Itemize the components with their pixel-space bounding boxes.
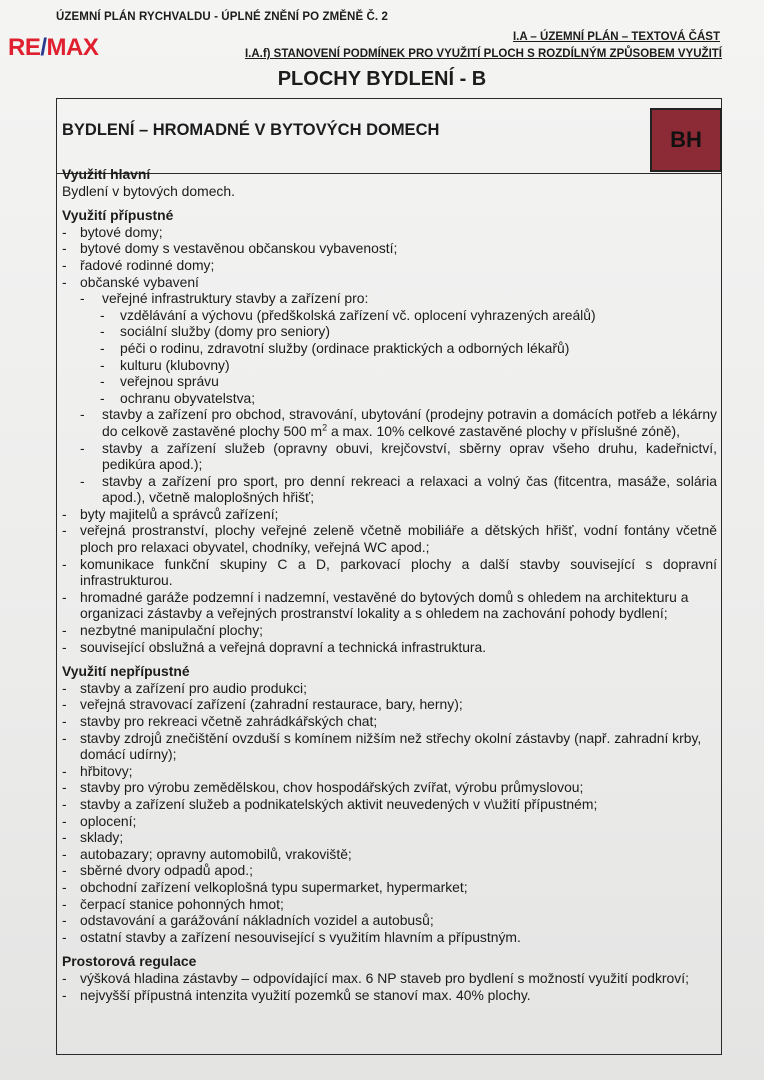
shops-sup: 2 (322, 422, 328, 433)
list-item: - občanské vybavení (62, 274, 717, 291)
list-item: - výšková hladina zástavby – odpovídající max. 6 NP staveb pro bydlení s možností využití podkroví; (62, 970, 717, 987)
list-item: - ostatní stavby a zařízení nesouvisející s využitím hlavním a přípustným. (62, 929, 717, 946)
list-item: - stavby a zařízení služeb (opravny obuvi, krejčovství, sběrny oprav všeho druhu, kadeřnictví, pedikúra apod.); (80, 440, 717, 473)
section-heading-spatial: Prostorová regulace (62, 953, 197, 970)
list-item: - autobazary; opravny automobilů, vrakoviště; (62, 846, 717, 863)
list-item: - veřejnou správu (100, 373, 717, 390)
list-item: - nezbytné manipulační plochy; (62, 622, 717, 639)
list-item: - ochranu obyvatelstva; (100, 390, 717, 407)
list-item: - bytové domy; (62, 224, 717, 241)
chapter-label: I.A.f) STANOVENÍ PODMÍNEK PRO VYUŽITÍ PLOCH S ROZDÍLNÝM ZPŮSOBEM VYUŽITÍ (244, 48, 722, 60)
list-item: - veřejná prostranství, plochy veřejné zeleně včetně mobiliáře a dětských hřišť, vodní fontány včetně ploch pro relaxaci obyvatel, chodníky, veřejná WC apod.; (62, 522, 717, 555)
list-item: - související obslužná a veřejná dopravní a technická infrastruktura. (62, 639, 717, 656)
list-item: - nejvyšší přípustná intenzita využití pozemků se stanoví max. 40% plochy. (62, 987, 717, 1004)
list-item: - stavby pro rekreaci včetně zahrádkářských chat; (62, 713, 717, 730)
list-item: - stavby zdrojů znečištění ovzduší s komínem nižším než střechy okolní zástavby (např. zahradní krby, domácí udírny); (62, 730, 717, 763)
list-item: - veřejné infrastruktury stavby a zařízení pro: (80, 290, 717, 307)
list-item (80, 406, 717, 439)
shops-text-b: a max. 10% celkové zastavěné plochy v příslušné zóně), (327, 422, 680, 439)
list-item: - řadové rodinné domy; (62, 257, 717, 274)
section-heading-permitted: Využití přípustné (62, 207, 174, 224)
remax-logo: RE/MAX (8, 34, 99, 61)
zone-code-badge (650, 108, 722, 172)
shops-text-a: stavby a zařízení pro obchod, stravování, ubytování (prodejny potravin a domácích potřeb a lékárny do celkově zastavěné plochy 500 m (102, 406, 717, 439)
list-item: - stavby a zařízení pro audio produkci; (62, 680, 717, 697)
zone-subtitle: BYDLENÍ – HROMADNÉ V BYTOVÝCH DOMECH (62, 121, 440, 139)
list-item: - sklady; (62, 829, 717, 846)
page-title: PLOCHY BYDLENÍ - B (277, 68, 487, 90)
list-item: - čerpací stanice pohonných hmot; (62, 896, 717, 913)
section-heading-prohibited: Využití nepřípustné (62, 663, 190, 680)
list-item: - péči o rodinu, zdravotní služby (ordinace praktických a odborných lékařů) (100, 340, 717, 357)
main-use-text: Bydlení v bytových domech. (62, 182, 235, 199)
list-item: - vzdělávání a výchovu (předškolská zařízení vč. oplocení vyhrazených areálů) (100, 307, 717, 324)
list-item: - stavby a zařízení služeb a podnikatelských aktivit neuvedených v v\užití přípustném; (62, 796, 717, 813)
list-item: - komunikace funkční skupiny C a D, parkovací plochy a další stavby související s dopravní infrastrukturou. (62, 556, 717, 589)
part-label: I.A – ÚZEMNÍ PLÁN – TEXTOVÁ ČÁST (512, 31, 720, 43)
list-item: - hřbitovy; (62, 763, 717, 780)
list-item: - sociální služby (domy pro seniory) (100, 323, 717, 340)
list-item: - veřejná stravovací zařízení (zahradní restaurace, bary, herny); (62, 696, 717, 713)
list-item: - byty majitelů a správců zařízení; (62, 506, 717, 523)
list-item: - hromadné garáže podzemní i nadzemní, vestavěné do bytových domů s ohledem na architekturu a organizaci zástavby a veřejných prostranství lokality a s ohledem na zachování pohody bydlení; (62, 589, 717, 622)
zone-code: BH (670, 127, 702, 152)
regulation-content (62, 166, 717, 1003)
list-item: - stavby a zařízení pro sport, pro denní rekreaci a relaxaci a volný čas (fitcentra, masáže, solária apod.), včetně maloplošných hřišť; (80, 473, 717, 506)
section-heading-main: Využití hlavní (62, 166, 151, 182)
list-item: - oplocení; (62, 813, 717, 830)
list-item: - bytové domy s vestavěnou občanskou vybaveností; (62, 240, 717, 257)
list-item: - kulturu (klubovny) (100, 357, 717, 374)
list-item: - obchodní zařízení velkoplošná typu supermarket, hypermarket; (62, 879, 717, 896)
list-item: - stavby pro výrobu zemědělskou, chov hospodářských zvířat, výrobu průmyslovou; (62, 779, 717, 796)
plan-title: ÚZEMNÍ PLÁN RYCHVALDU - ÚPLNÉ ZNĚNÍ PO ZMĚNĚ Č. 2 (56, 11, 389, 23)
list-item: - odstavování a garážování nákladních vozidel a autobusů; (62, 912, 717, 929)
list-item: - sběrné dvory odpadů apod.; (62, 862, 717, 879)
